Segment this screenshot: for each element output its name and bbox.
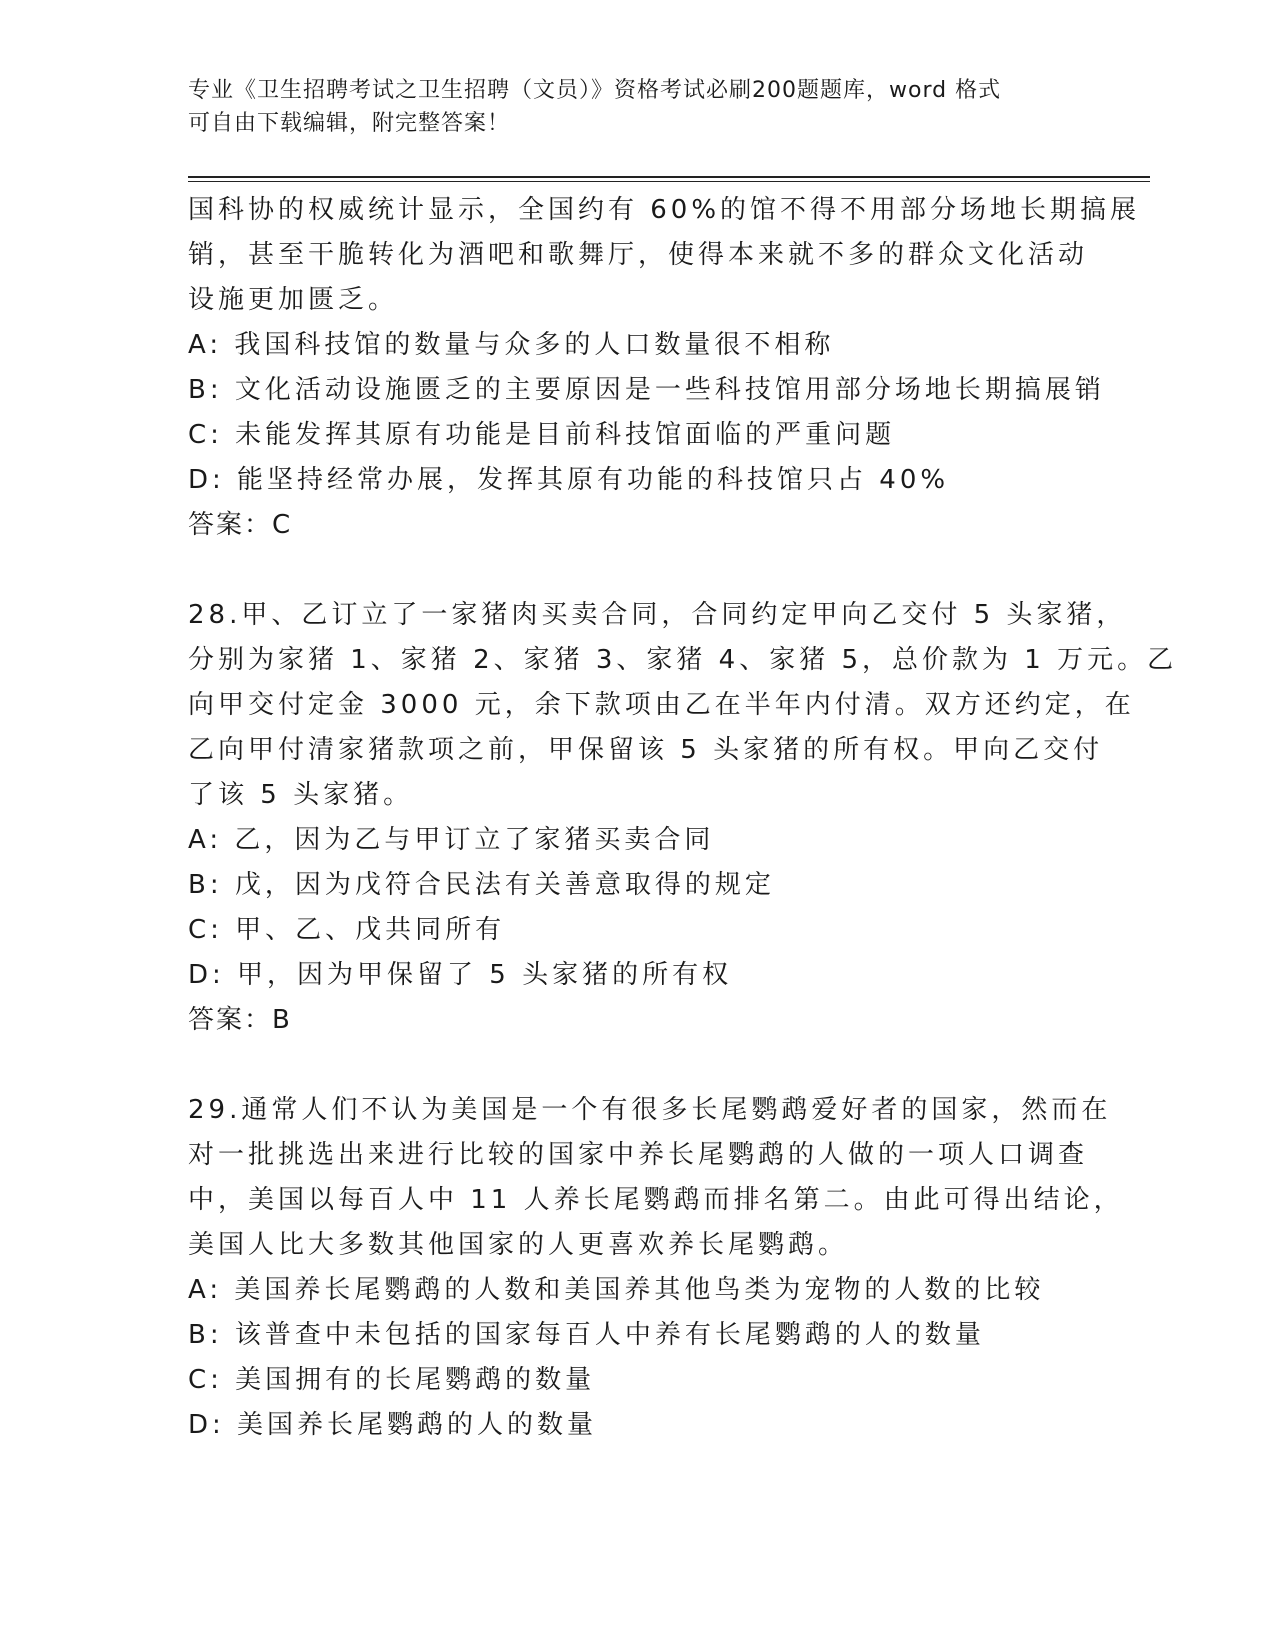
option-b: B: 戊，因为戊符合民法有关善意取得的规定 [188, 870, 775, 900]
option-c: C: 美国拥有的长尾鹦鹉的数量 [188, 1365, 596, 1395]
question-stem-line: 设施更加匮乏。 [188, 285, 399, 315]
spacer [188, 1043, 1088, 1088]
header-divider-thick [188, 176, 1150, 178]
option-d: D: 美国养长尾鹦鹉的人的数量 [188, 1410, 598, 1440]
answer-line: 答案：B [188, 1005, 292, 1035]
question-27 [188, 188, 1141, 548]
option-b: B: 该普查中未包括的国家每百人中养有长尾鹦鹉的人的数量 [188, 1320, 985, 1350]
answer-line: 答案：C [188, 510, 293, 540]
option-a: A: 美国养长尾鹦鹉的人数和美国养其他鸟类为宠物的人数的比较 [188, 1275, 1045, 1305]
header-line-2: 可自由下载编辑，附完整答案！ [188, 111, 511, 136]
question-28 [188, 593, 1178, 1043]
question-stem-line: 28.甲、乙订立了一家猪肉买卖合同，合同约定甲向乙交付 5 头家猪， [188, 600, 1127, 630]
option-b: B: 文化活动设施匮乏的主要原因是一些科技馆用部分场地长期搞展销 [188, 375, 1105, 405]
question-stem-line: 乙向甲付清家猪款项之前，甲保留该 5 头家猪的所有权。甲向乙交付 [188, 735, 1104, 765]
option-a: A: 乙，因为乙与甲订立了家猪买卖合同 [188, 825, 715, 855]
option-c: C: 未能发挥其原有功能是目前科技馆面临的严重问题 [188, 420, 896, 450]
header-line-1: 专业《卫生招聘考试之卫生招聘（文员）》资格考试必刷200题题库，word 格式 [188, 78, 1002, 103]
question-stem-line: 29.通常人们不认为美国是一个有很多长尾鹦鹉爱好者的国家，然而在 [188, 1095, 1112, 1125]
question-stem-line: 了该 5 头家猪。 [188, 780, 414, 810]
option-d: D: 甲，因为甲保留了 5 头家猪的所有权 [188, 960, 733, 990]
document-header [188, 74, 1068, 140]
option-d: D: 能坚持经常办展，发挥其原有功能的科技馆只占 40% [188, 465, 950, 495]
option-a: A: 我国科技馆的数量与众多的人口数量很不相称 [188, 330, 835, 360]
question-stem-line: 美国人比大多数其他国家的人更喜欢养长尾鹦鹉。 [188, 1230, 849, 1260]
question-stem-line: 对一批挑选出来进行比较的国家中养长尾鹦鹉的人做的一项人口调查 [188, 1140, 1089, 1170]
question-stem-line: 向甲交付定金 3000 元，余下款项由乙在半年内付清。双方还约定，在 [188, 690, 1135, 720]
document-body [188, 188, 1178, 1448]
header-divider-thin [188, 181, 1150, 182]
question-stem-line: 中，美国以每百人中 11 人养长尾鹦鹉而排名第二。由此可得出结论， [188, 1185, 1124, 1215]
option-c: C: 甲、乙、戊共同所有 [188, 915, 506, 945]
question-stem-line: 销，甚至干脆转化为酒吧和歌舞厅，使得本来就不多的群众文化活动 [188, 240, 1089, 270]
spacer [188, 548, 1088, 593]
question-stem-line: 国科协的权威统计显示，全国约有 60%的馆不得不用部分场地长期搞展 [188, 195, 1141, 225]
question-stem-line: 分别为家猪 1、家猪 2、家猪 3、家猪 4、家猪 5，总价款为 1 万元。乙 [188, 645, 1178, 675]
question-29 [188, 1088, 1124, 1448]
